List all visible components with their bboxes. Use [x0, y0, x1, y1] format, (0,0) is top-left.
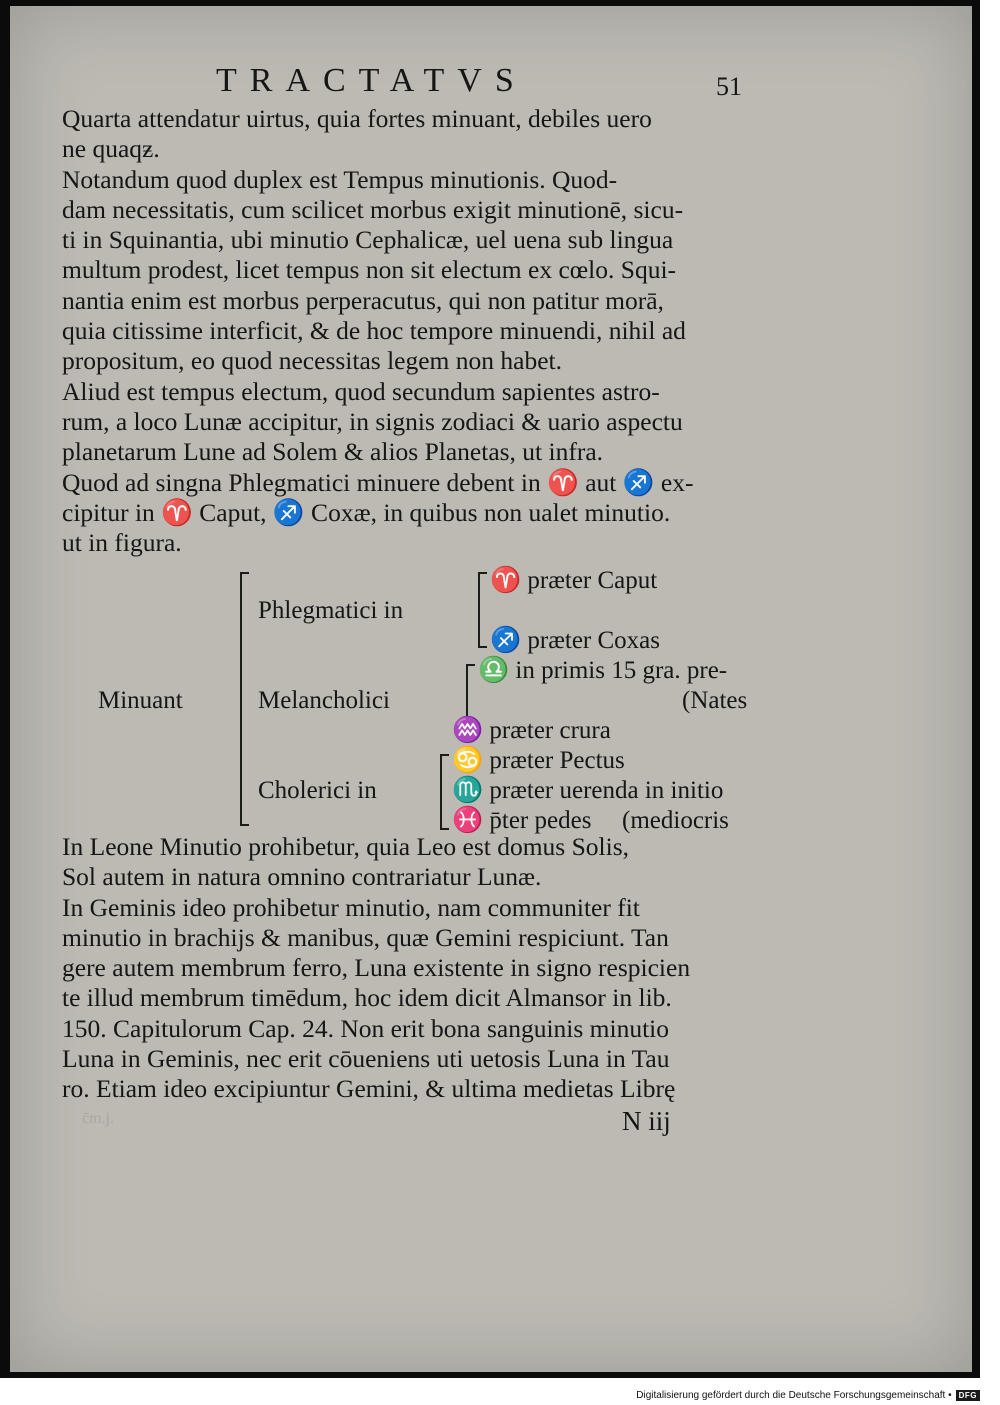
text-line: rum, a loco Lunæ accipitur, in signis zodiaci & uario aspectu	[62, 406, 683, 436]
book-page	[10, 6, 972, 1372]
text-line: In Leone Minutio prohibetur, quia Leo est domus Solis,	[62, 832, 629, 861]
scheme-cholerici: Cholerici in	[258, 777, 377, 804]
text-line: quia citissime interficit, & de hoc tempore minuendi, nihil ad	[62, 316, 686, 346]
page-number: 51	[716, 72, 742, 101]
text-line: propositum, eo quod necessitas legem non habet.	[62, 346, 562, 376]
bloodletting-scheme	[62, 566, 782, 836]
brace-cholerici	[440, 754, 442, 830]
scheme-aquarius: ♒ præter crura	[452, 717, 611, 744]
text-line: dam necessitatis, cum scilicet morbus exigit minutionē, sicu‐	[62, 194, 684, 224]
text-block-lower	[62, 832, 762, 1105]
text-line: Sol autem in natura omnino contrariatur Lunæ.	[62, 862, 542, 892]
scheme-cancer: ♋ præter Pectus	[452, 747, 625, 774]
dfg-logo-icon: DFG	[956, 1390, 980, 1401]
scheme-pisces: ♓ p̄ter pedes	[452, 807, 592, 834]
scheme-minuant: Minuant	[98, 687, 183, 714]
text-block-upper	[62, 104, 762, 558]
scheme-libra-cont: (Nates	[682, 687, 748, 714]
text-line: planetarum Lune ad Solem & alios Planetas, ut infra.	[62, 437, 604, 467]
text-line: Luna in Geminis, nec erit cōueniens uti uetosis Luna in Tau	[62, 1044, 670, 1074]
text-line: multum prodest, licet tempus non sit electum ex cœlo. Squi‐	[62, 255, 677, 285]
scheme-aries: ♈ præter Caput	[490, 567, 658, 594]
text-line: cipitur in ♈ Caput, ♐ Coxæ, in quibus non ualet minutio.	[62, 497, 671, 527]
text-line: ut in figura.	[62, 528, 182, 558]
signature-mark: N iij	[622, 1106, 671, 1136]
text-line: gere autem membrum ferro, Luna existente in signo respicien	[62, 953, 691, 983]
text-line: te illud membrum timēdum, hoc idem dicit Almansor in lib.	[62, 983, 672, 1013]
digitization-footer	[636, 1390, 980, 1401]
scheme-scorpio: ♏ præter uerenda in initio	[452, 777, 724, 804]
running-head: TRACTATVS	[216, 62, 527, 99]
footer-text: Digitalisierung gefördert durch die Deutsche Forschungsgemeinschaft •	[636, 1390, 952, 1401]
text-line: Quod ad singna Phlegmatici minuere debent in ♈ aut ♐ ex‐	[62, 467, 694, 497]
text-line: minutio in brachijs & manibus, quæ Gemini respiciunt. Tan	[62, 922, 669, 952]
text-line: In Geminis ideo prohibetur minutio, nam communiter fit	[62, 892, 640, 922]
brace-phlegmatici	[478, 572, 480, 648]
scheme-sagittarius: ♐ præter Coxas	[490, 627, 660, 654]
text-line: Aliud est tempus electum, quod secundum sapientes astro‐	[62, 376, 660, 406]
scheme-melancholici: Melancholici	[258, 687, 390, 714]
faint-mark: c̄m.j.	[82, 1110, 114, 1127]
text-line: Quarta attendatur uirtus, quia fortes minuant, debiles uero	[62, 104, 652, 133]
text-line: 150. Capitulorum Cap. 24. Non erit bona sanguinis minutio	[62, 1013, 669, 1043]
text-line: ne quaqƶ.	[62, 134, 160, 164]
text-line: ro. Etiam ideo excipiuntur Gemini, & ultima medietas Librę	[62, 1074, 676, 1104]
scheme-libra: ♎ in primis 15 gra. pre‐	[478, 657, 728, 684]
main-brace	[240, 572, 242, 826]
text-line: Notandum quod duplex est Tempus minutionis. Quod‐	[62, 164, 618, 194]
scheme-phlegmatici: Phlegmatici in	[258, 597, 404, 624]
text-line: ti in Squinantia, ubi minutio Cephalicæ, uel uena sub lingua	[62, 225, 674, 255]
text-line: nantia enim est morbus perperacutus, qui non patitur morā,	[62, 285, 664, 315]
scheme-pisces-cont: (mediocris	[622, 807, 729, 834]
